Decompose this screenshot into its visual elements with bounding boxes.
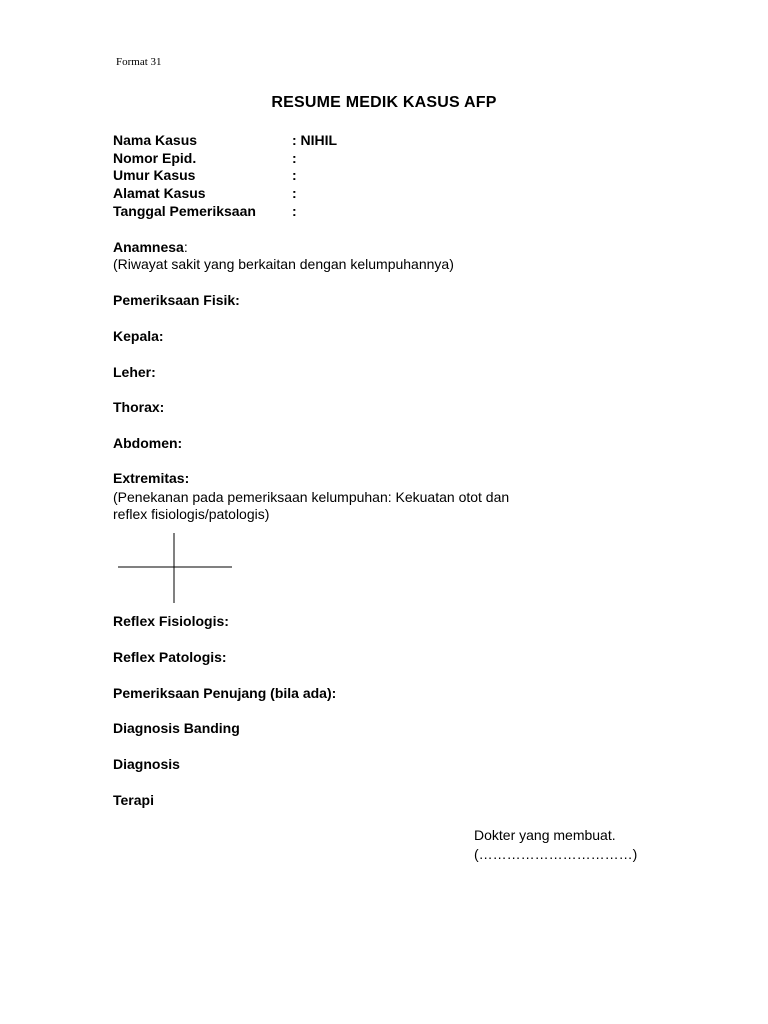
- field-label: Alamat Kasus: [113, 185, 206, 201]
- field-nama-kasus: [113, 132, 337, 149]
- section-terapi: Terapi: [113, 792, 154, 808]
- anamnesa-note: (Riwayat sakit yang berkaitan dengan kelumpuhannya): [113, 256, 454, 272]
- anamnesa-label: Anamnesa: [113, 239, 184, 255]
- section-diagnosis-banding: Diagnosis Banding: [113, 720, 240, 736]
- section-pemeriksaan-fisik: Pemeriksaan Fisik:: [113, 292, 240, 308]
- field-value: :: [292, 185, 297, 201]
- signature-placeholder: (……………………………): [474, 846, 638, 862]
- section-pemeriksaan-penunjang: Pemeriksaan Penujang (bila ada):: [113, 685, 337, 701]
- anamnesa-colon: :: [183, 239, 188, 255]
- section-abdomen: Abdomen:: [113, 435, 183, 451]
- page-title: RESUME MEDIK KASUS AFP: [271, 94, 497, 111]
- section-leher: Leher:: [113, 364, 156, 380]
- section-kepala: Kepala:: [113, 328, 164, 344]
- section-thorax: Thorax:: [113, 399, 165, 415]
- field-umur-kasus: [113, 167, 297, 184]
- field-label: Nomor Epid.: [113, 150, 197, 166]
- field-nomor-epid: [113, 150, 297, 167]
- field-label: Umur Kasus: [113, 167, 196, 183]
- field-label: Tanggal Pemeriksaan: [113, 203, 256, 219]
- field-label: Nama Kasus: [113, 132, 198, 148]
- field-alamat-kasus: [113, 185, 297, 202]
- section-reflex-patologis: Reflex Patologis:: [113, 649, 227, 665]
- section-reflex-fisiologis: Reflex Fisiologis:: [113, 613, 229, 629]
- section-extremitas: Extremitas:: [113, 470, 190, 486]
- muscle-strength-cross: [118, 533, 232, 603]
- field-tanggal-pemeriksaan: [113, 203, 297, 220]
- signature-label: Dokter yang membuat.: [474, 827, 616, 843]
- format-label: Format 31: [116, 56, 162, 68]
- field-value: :: [292, 203, 297, 219]
- field-value: :: [292, 150, 297, 166]
- anamnesa-heading: [113, 239, 188, 256]
- extremitas-note-line-2: reflex fisiologis/patologis): [113, 506, 270, 522]
- extremitas-note-line-1: (Penekanan pada pemeriksaan kelumpuhan: Kekuatan otot dan: [113, 489, 510, 505]
- field-value: : NIHIL: [292, 132, 338, 148]
- field-value: :: [292, 167, 297, 183]
- section-diagnosis: Diagnosis: [113, 756, 180, 772]
